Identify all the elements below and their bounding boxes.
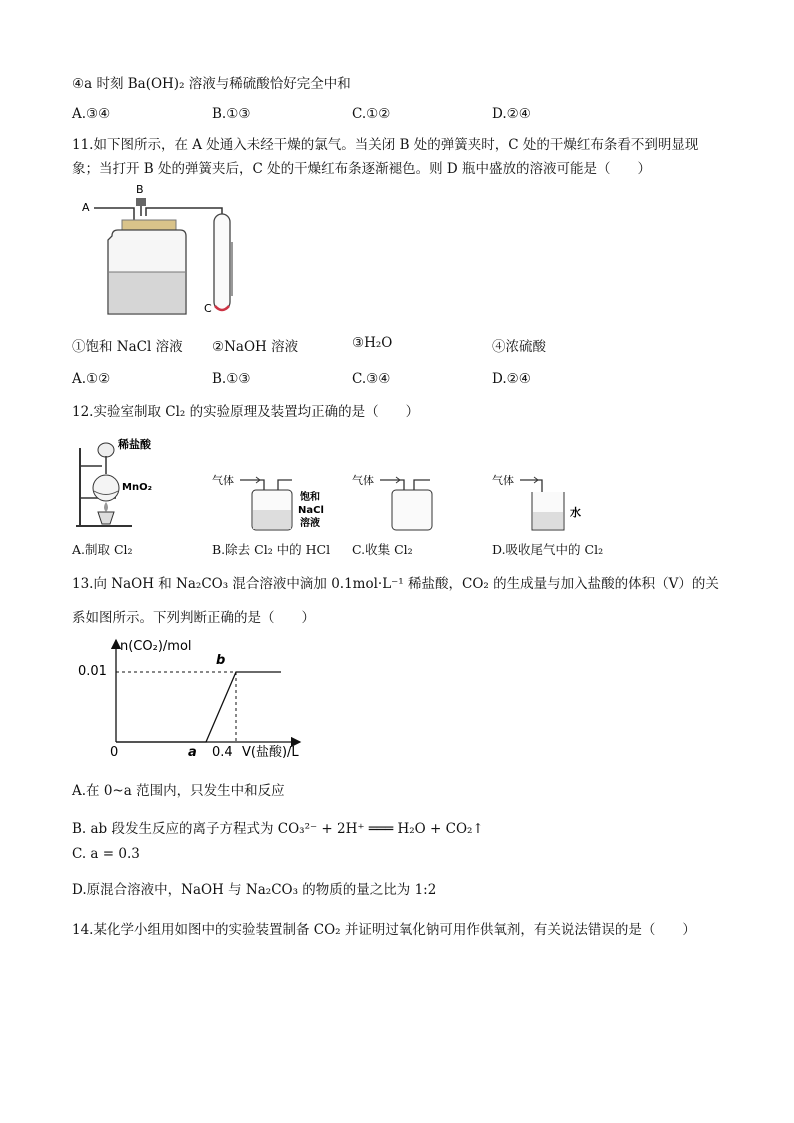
x-axis-label: V(盐酸)/L [242, 745, 299, 760]
q12-stem: 12.实验室制取 Cl₂ 的实验原理及装置均正确的是（ ） [72, 404, 420, 420]
label-saturated: 饱和 [300, 492, 320, 503]
q11-choice-2: ②NaOH 溶液 [212, 339, 299, 355]
q11-option-b[interactable]: B.①③ [212, 371, 251, 387]
q12-caption-c[interactable]: C.收集 Cl₂ [352, 542, 413, 557]
q13-option-c[interactable]: C. a = 0.3 [72, 846, 140, 862]
q12-caption-b[interactable]: B.除去 Cl₂ 中的 HCl [212, 542, 331, 557]
q12-apparatus-b [212, 470, 332, 532]
label-mno2: MnO₂ [122, 482, 152, 493]
point-b-label: b [216, 653, 226, 668]
q12-caption-d[interactable]: D.吸收尾气中的 Cl₂ [492, 542, 604, 557]
q11-stem-line1: 11.如下图所示，在 A 处通入未经干燥的氯气。当关闭 B 处的弹簧夹时，C 处的干燥红布条看不到明显现 [72, 137, 699, 153]
label-solution: 溶液 [300, 518, 320, 529]
q13-chart [72, 632, 352, 762]
label-b: B [136, 183, 144, 196]
series-line [116, 672, 281, 742]
label-nacl: NaCl [298, 505, 324, 516]
y-tick-0.01: 0.01 [78, 664, 107, 679]
q10-option-d[interactable]: D.②④ [492, 106, 531, 122]
q11-option-c[interactable]: C.③④ [352, 371, 391, 387]
label-dilute-hcl: 稀盐酸 [118, 438, 151, 451]
q10-option-b[interactable]: B.①③ [212, 106, 251, 122]
q11-stem-line2: 象；当打开 B 处的弹簧夹后，C 处的干燥红布条逐渐褪色。则 D 瓶中盛放的溶液可能是（ ） [72, 161, 652, 177]
q13-stem-line2: 系如图所示。下列判断正确的是（ ） [72, 610, 315, 626]
label-a: A [82, 201, 90, 214]
x-tick-0.4: 0.4 [212, 745, 233, 760]
label-gas-d: 气体 [492, 474, 514, 487]
q12-apparatus-c [352, 470, 442, 532]
q11-option-a[interactable]: A.①② [72, 371, 111, 387]
label-c: C [204, 302, 212, 315]
label-gas-c: 气体 [352, 474, 374, 487]
q11-choice-3: ③H₂O [352, 335, 393, 351]
q12-caption-a[interactable]: A.制取 Cl₂ [72, 542, 133, 557]
y-axis-label: n(CO₂)/mol [120, 639, 192, 654]
q13-option-b[interactable]: B. ab 段发生反应的离子方程式为 CO₃²⁻ + 2H⁺ ═══ H₂O + CO₂↑ [72, 821, 484, 837]
q13-option-a[interactable]: A.在 0~a 范围内，只发生中和反应 [72, 783, 285, 799]
q12-apparatus-a [72, 436, 172, 530]
q13-option-d[interactable]: D.原混合溶液中，NaOH 与 Na₂CO₃ 的物质的量之比为 1:2 [72, 882, 437, 898]
q14-stem: 14.某化学小组用如图中的实验装置制备 CO₂ 并证明过氧化钠可用作供氧剂，有关说法错误的是（ ） [72, 922, 696, 938]
q10-option-a[interactable]: A.③④ [72, 106, 111, 122]
q11-apparatus-figure [72, 180, 252, 320]
x-tick-0: 0 [110, 745, 119, 760]
q10-statement-4: ④a 时刻 Ba(OH)₂ 溶液与稀硫酸恰好完全中和 [72, 76, 351, 92]
q10-option-c[interactable]: C.①② [352, 106, 391, 122]
q11-option-d[interactable]: D.②④ [492, 371, 531, 387]
q12-apparatus-d [492, 470, 592, 532]
x-tick-a: a [188, 745, 197, 760]
q11-choice-1: ①饱和 NaCl 溶液 [72, 339, 183, 355]
label-water: 水 [570, 506, 581, 519]
q13-stem-line1: 13.向 NaOH 和 Na₂CO₃ 混合溶液中滴加 0.1mol·L⁻¹ 稀盐酸，CO₂ 的生成量与加入盐酸的体积（V）的关 [72, 576, 719, 592]
label-gas-b: 气体 [212, 474, 234, 487]
q11-choice-4: ④浓硫酸 [492, 339, 546, 355]
